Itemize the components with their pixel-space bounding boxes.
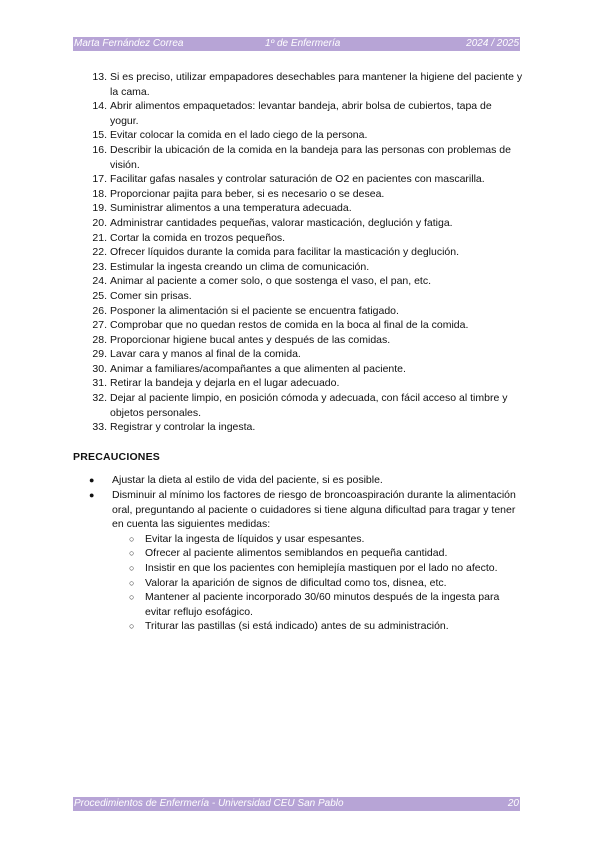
list-item xyxy=(73,473,523,488)
list-item xyxy=(112,576,523,591)
step-number: 17. xyxy=(92,173,107,186)
circle-bullet-icon: ○ xyxy=(129,577,135,588)
precautions-list xyxy=(73,473,523,634)
step-text: Administrar cantidades pequeñas, valorar masticación, deglución y fatiga. xyxy=(110,216,453,229)
list-item xyxy=(73,289,523,304)
list-item xyxy=(73,201,523,216)
list-item xyxy=(73,172,523,187)
list-item xyxy=(73,362,523,377)
step-text: Registrar y controlar la ingesta. xyxy=(110,421,256,434)
list-item xyxy=(73,488,523,634)
sub-item-text: Triturar las pastillas (si está indicado) antes de su administración. xyxy=(145,620,449,633)
step-number: 23. xyxy=(92,260,107,273)
procedure-steps-list xyxy=(73,70,523,435)
list-item xyxy=(73,99,523,128)
sub-item-text: Mantener al paciente incorporado 30/60 minutos después de la ingesta para evitar reflujo esofágico. xyxy=(145,591,500,618)
step-text: Animar a familiares/acompañantes a que alimenten al paciente. xyxy=(110,362,406,375)
step-text: Abrir alimentos empaquetados: levantar bandeja, abrir bolsa de cubiertos, tapa de yogur. xyxy=(110,100,492,127)
step-text: Facilitar gafas nasales y controlar saturación de O2 en pacientes con mascarilla. xyxy=(110,173,485,186)
list-item xyxy=(73,260,523,275)
step-number: 26. xyxy=(92,304,107,317)
list-item xyxy=(112,619,523,634)
page-content xyxy=(73,70,523,634)
precaution-text: Ajustar la dieta al estilo de vida del paciente, si es posible. xyxy=(112,474,383,487)
list-item xyxy=(73,187,523,202)
list-item xyxy=(73,216,523,231)
step-text: Estimular la ingesta creando un clima de comunicación. xyxy=(110,260,370,273)
list-item xyxy=(73,333,523,348)
page-header xyxy=(73,37,520,51)
step-text: Comer sin prisas. xyxy=(110,289,192,302)
list-item xyxy=(112,532,523,547)
step-number: 29. xyxy=(92,348,107,361)
step-text: Si es preciso, utilizar empapadores desechables para mantener la higiene del paciente y la cama. xyxy=(110,71,523,98)
step-text: Describir la ubicación de la comida en la bandeja para las personas con problemas de visión. xyxy=(110,143,511,171)
list-item xyxy=(73,347,523,362)
list-item xyxy=(73,231,523,246)
header-course: 1º de Enfermería xyxy=(265,38,341,49)
list-item xyxy=(73,391,523,420)
list-item xyxy=(73,128,523,143)
step-text: Posponer la alimentación si el paciente se encuentra fatigado. xyxy=(110,304,399,317)
list-item xyxy=(73,304,523,319)
step-number: 13. xyxy=(92,71,107,83)
list-item xyxy=(73,420,523,435)
precaution-text: Disminuir al mínimo los factores de riesgo de broncoaspiración durante la alimentación oral, preguntando al paciente o cuidadores si tiene alguna dificultad para tragar y tener en cuenta las siguientes medidas: xyxy=(112,489,516,531)
step-text: Evitar colocar la comida en el lado ciego de la persona. xyxy=(110,129,368,142)
step-text: Animar al paciente a comer solo, o que sostenga el vaso, el pan, etc. xyxy=(110,275,432,288)
step-text: Proporcionar pajita para beber, si es necesario o se desea. xyxy=(110,187,385,200)
step-number: 19. xyxy=(92,202,107,215)
step-text: Proporcionar higiene bucal antes y después de las comidas. xyxy=(110,333,391,346)
circle-bullet-icon: ○ xyxy=(129,548,135,559)
step-number: 21. xyxy=(92,231,107,244)
section-title-precautions: PRECAUCIONES xyxy=(73,450,160,463)
step-number: 14. xyxy=(92,100,107,113)
step-number: 22. xyxy=(92,246,107,259)
step-number: 18. xyxy=(92,187,107,200)
sub-item-text: Insistir en que los pacientes con hemiplejía mastiquen por el lado no afecto. xyxy=(145,562,498,574)
step-text: Suministrar alimentos a una temperatura adecuada. xyxy=(110,202,352,215)
circle-bullet-icon: ○ xyxy=(129,563,135,573)
bullet-icon: ● xyxy=(89,490,95,501)
list-item xyxy=(73,376,523,391)
step-number: 15. xyxy=(92,129,107,142)
list-item xyxy=(112,590,523,619)
step-number: 27. xyxy=(92,319,107,332)
step-text: Cortar la comida en trozos pequeños. xyxy=(110,231,286,244)
footer-text: Procedimientos de Enfermería - Universidad CEU San Pablo xyxy=(74,798,344,809)
step-number: 24. xyxy=(92,275,107,288)
sub-item-text: Valorar la aparición de signos de dificultad como tos, disnea, etc. xyxy=(145,576,447,589)
list-item xyxy=(73,245,523,260)
list-item xyxy=(73,274,523,289)
circle-bullet-icon: ○ xyxy=(129,592,135,603)
page-footer xyxy=(73,797,520,811)
circle-bullet-icon: ○ xyxy=(129,621,135,632)
step-number: 33. xyxy=(92,421,107,434)
step-text: Retirar la bandeja y dejarla en el lugar adecuado. xyxy=(110,377,340,390)
precautions-sublist xyxy=(112,532,523,634)
list-item xyxy=(73,143,523,172)
bullet-icon: ● xyxy=(89,475,95,486)
step-number: 16. xyxy=(92,143,107,156)
step-number: 31. xyxy=(92,377,107,390)
step-text: Comprobar que no quedan restos de comida en la boca al final de la comida. xyxy=(110,319,469,332)
list-item xyxy=(73,318,523,333)
step-text: Dejar al paciente limpio, en posición cómoda y adecuada, con fácil acceso al timbre y objetos personales. xyxy=(110,392,508,419)
list-item xyxy=(112,546,523,561)
step-text: Lavar cara y manos al final de la comida. xyxy=(110,348,301,361)
sub-item-text: Ofrecer al paciente alimentos semiblandos en pequeña cantidad. xyxy=(145,547,448,560)
step-number: 28. xyxy=(92,333,107,346)
list-item xyxy=(73,70,523,99)
step-text: Ofrecer líquidos durante la comida para facilitar la masticación y deglución. xyxy=(110,246,460,259)
page-number: 20 xyxy=(507,798,519,809)
sub-item-text: Evitar la ingesta de líquidos y usar espesantes. xyxy=(145,532,365,545)
step-number: 32. xyxy=(92,392,107,405)
step-number: 20. xyxy=(92,216,107,229)
step-number: 30. xyxy=(92,362,107,375)
list-item xyxy=(112,561,523,576)
step-number: 25. xyxy=(92,289,107,302)
header-author: Marta Fernández Correa xyxy=(74,38,184,49)
circle-bullet-icon: ○ xyxy=(129,533,135,544)
header-year: 2024 / 2025 xyxy=(466,38,519,49)
